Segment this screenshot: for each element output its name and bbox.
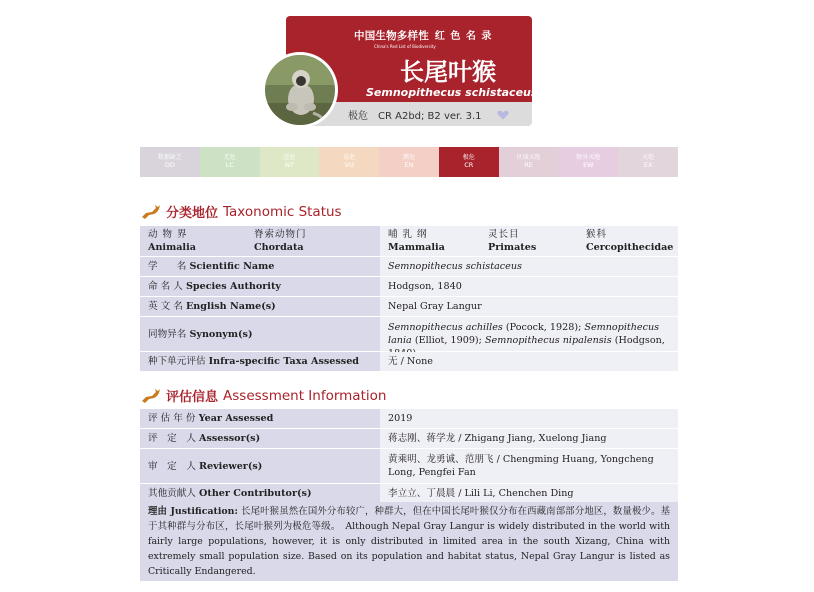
rank-phylum: 脊索动物门 Chordata	[246, 226, 380, 256]
category-nt	[260, 147, 320, 177]
taxonomic-section-title	[140, 202, 342, 221]
category-ew	[558, 147, 618, 177]
category-label-zh: 近危	[283, 154, 296, 162]
justification-block	[140, 502, 678, 581]
category-label-en: EN	[404, 160, 414, 169]
assessment-section-title	[140, 386, 386, 405]
category-label-zh: 无危	[223, 154, 236, 162]
red-list-brand	[354, 24, 530, 43]
category-label-en: NT	[285, 160, 294, 169]
category-label-zh: 易危	[343, 154, 356, 162]
heart-icon	[497, 110, 509, 120]
scientific-name-value: Semnopithecus schistaceus	[380, 257, 678, 276]
brand-title-en: China's Red List of Biodiversity	[374, 44, 436, 49]
year-row	[140, 409, 678, 429]
category-label-zh: 野外灭绝	[576, 154, 601, 162]
contributor-row	[140, 484, 678, 504]
status-line	[348, 107, 481, 122]
species-name-scientific: Semnopithecus schistaceus	[366, 86, 538, 99]
justification-text: 长尾叶猴虽然在国外分布较广，种群大，但在中国长尾叶猴仅分布在西藏南部部分地区，数量极少。基于其种群与分布区，长尾叶猴列为极危等级。 Although Nepal Gray Langur is widely distributed in the world with fairly large populations, however, it is only distributed in limited area in the south Xizang, China with extremely small population size. Based on its population and habitat status, Nepal Gray Langur is listed as Critically Endangered.	[148, 506, 670, 577]
taxonomic-table	[140, 226, 678, 372]
authority-value: Hodgson, 1840	[380, 277, 678, 296]
category-label-en: VU	[344, 160, 354, 169]
infra-taxa-value: 无 / None	[380, 352, 678, 371]
section-title-zh: 评估信息	[166, 390, 219, 405]
scientific-name-row	[140, 257, 678, 277]
category-label-zh: 灭绝	[642, 154, 655, 162]
category-label-zh: 濒危	[403, 154, 416, 162]
synonym-value: Semnopithecus achilles (Pocock, 1928); Semnopithecus lania (Elliot, 1909); Semnopithecus nipalensis (Hodgson,	[380, 317, 678, 351]
reviewer-row	[140, 449, 678, 484]
category-label-zh: 数据缺乏	[157, 154, 182, 162]
species-header-card	[286, 16, 538, 126]
category-lc	[200, 147, 260, 177]
synonym-row	[140, 317, 678, 352]
english-name-value: Nepal Gray Langur	[380, 297, 678, 316]
contributor-label: 其他贡献人 Other Contributor(s)	[140, 484, 380, 503]
year-label: 评 估 年 份 Year Assessed	[140, 409, 380, 428]
category-label-zh: 区域灭绝	[516, 154, 541, 162]
deer-icon	[140, 387, 162, 405]
category-label-en: EW	[583, 160, 594, 169]
english-name-label: 英 文 名 English Name(s)	[140, 297, 380, 316]
status-zh: 极危	[348, 111, 368, 122]
deer-icon	[140, 203, 162, 221]
year-value: 2019	[380, 409, 678, 428]
assessment-table	[140, 409, 678, 504]
authority-label: 命 名 人 Species Authority	[140, 277, 380, 296]
red-list-category-bar	[140, 147, 678, 177]
section-title-en: Taxonomic Status	[223, 203, 342, 220]
category-label-zh: 极危	[462, 154, 475, 162]
taxonomy-ranks-row	[140, 226, 678, 257]
langur-photo-icon	[262, 52, 338, 128]
category-label-en: DD	[164, 160, 175, 169]
brand-red-list: 红 色 名 录	[434, 31, 493, 42]
infra-taxa-label: 种下单元评估 Infra-specific Taxa Assessed	[140, 352, 380, 371]
reviewer-label: 审 定 人 Reviewer(s)	[140, 449, 380, 483]
reviewer-value: 黄乘明、龙勇诚、范朋飞 / Chengming Huang, Yongcheng Long, Pengfei Fan	[380, 449, 678, 483]
synonym-label: 同物异名 Synonym(s)	[140, 317, 380, 351]
category-ex	[618, 147, 678, 177]
brand-title-zh: 中国生物多样性	[354, 30, 429, 42]
justification-label: 理由 Justification:	[148, 506, 238, 517]
category-cr	[439, 147, 499, 177]
section-title-zh: 分类地位	[166, 206, 219, 221]
contributor-value: 李立立、丁晨晨 / Lili Li, Chenchen Ding	[380, 484, 678, 503]
category-label-en: EX	[643, 160, 653, 169]
category-vu	[319, 147, 379, 177]
rank-family: 猴科 Cercopithecidae	[578, 226, 678, 256]
infra-taxa-row	[140, 352, 678, 372]
section-title-en: Assessment Information	[223, 387, 387, 404]
category-label-en: LC	[225, 160, 234, 169]
species-name-zh: 长尾叶猴	[400, 58, 496, 86]
scientific-name-label: 学 名 Scientific Name	[140, 257, 380, 276]
category-en	[379, 147, 439, 177]
status-criteria: CR A2bd; B2 ver. 3.1	[378, 111, 482, 122]
english-name-row	[140, 297, 678, 317]
assessor-label: 评 定 人 Assessor(s)	[140, 429, 380, 448]
category-re	[499, 147, 559, 177]
assessor-value: 蒋志刚、蒋学龙 / Zhigang Jiang, Xuelong Jiang	[380, 429, 678, 448]
authority-row	[140, 277, 678, 297]
category-label-en: CR	[464, 160, 474, 169]
assessor-row	[140, 429, 678, 449]
rank-class: 哺 乳 纲 Mammalia	[380, 226, 480, 256]
category-label-en: RE	[524, 160, 533, 169]
rank-kingdom: 动 物 界 Animalia	[140, 226, 246, 256]
rank-order: 灵长目 Primates	[480, 226, 578, 256]
category-dd	[140, 147, 200, 177]
